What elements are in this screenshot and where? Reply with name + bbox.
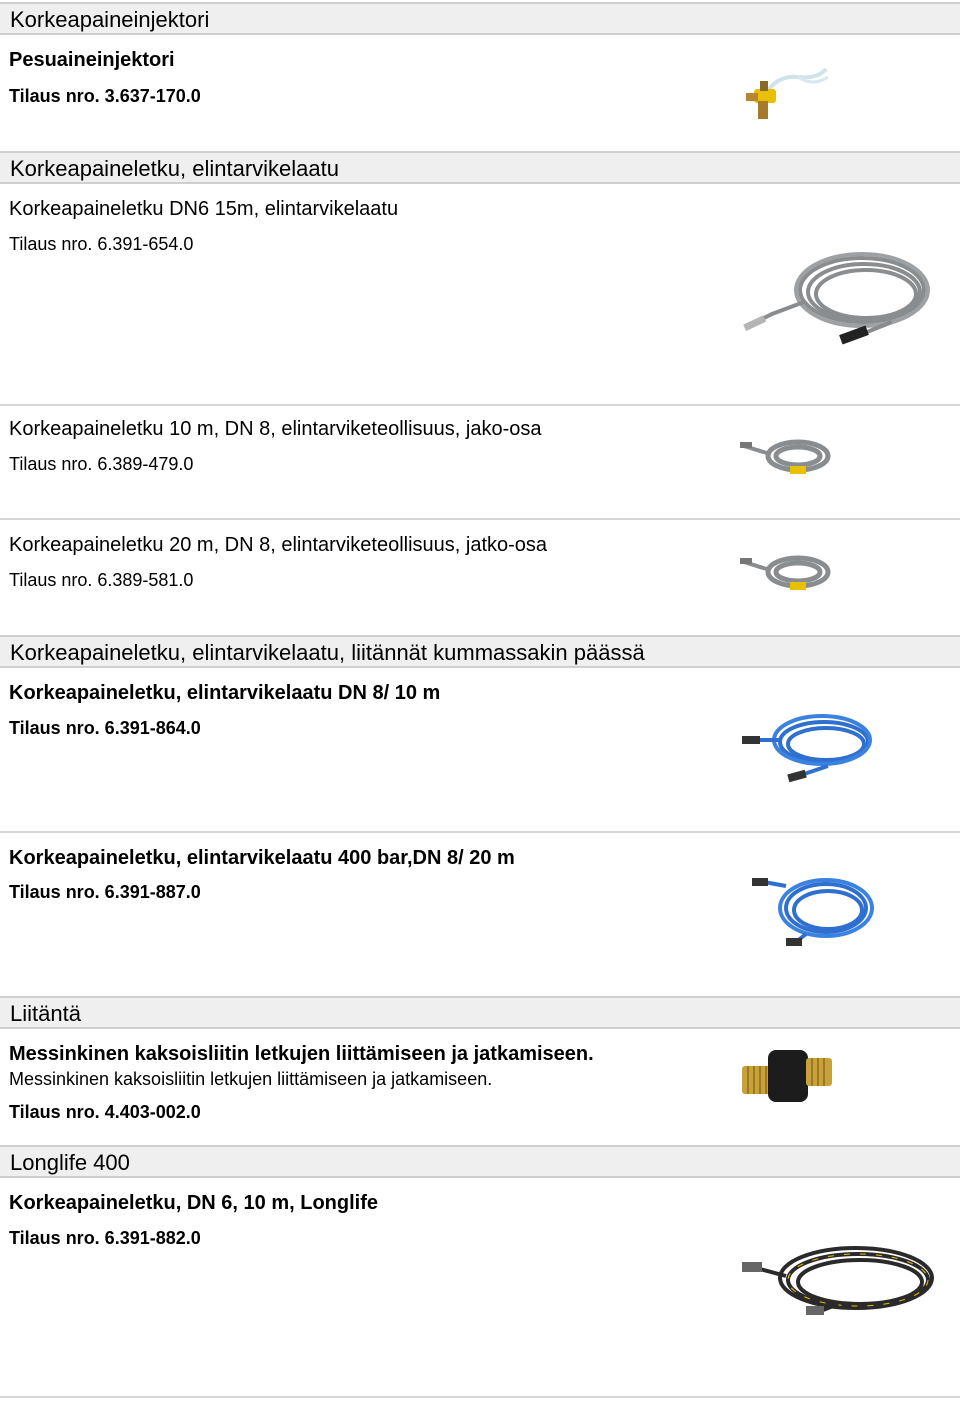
order-number: Tilaus nro. 6.389-479.0 xyxy=(9,454,194,474)
blue-hose-icon xyxy=(738,710,878,790)
product-divider xyxy=(0,831,960,833)
grey-hose-small-icon xyxy=(740,548,840,598)
black-hose-coil-icon xyxy=(738,1240,938,1320)
product-name: Pesuaineinjektori xyxy=(9,49,175,71)
section-title: Korkeapaineletku, elintarvikelaatu xyxy=(10,156,339,181)
product-name: Korkeapaineletku 20 m, DN 8, elintarviketeollisuus, jatko-osa xyxy=(9,534,548,556)
section-title: Korkeapaineinjektori xyxy=(10,7,210,32)
detergent-injector-icon xyxy=(738,55,838,125)
order-number: Tilaus nro. 6.391-887.0 xyxy=(9,882,201,902)
order-number: Tilaus nro. 6.391-654.0 xyxy=(9,234,194,254)
blue-hose-icon xyxy=(746,872,886,952)
product-name: Korkeapaineletku DN6 15m, elintarvikelaatu xyxy=(9,198,399,220)
product-divider xyxy=(0,518,960,520)
product-name: Korkeapaineletku, elintarvikelaatu DN 8/ 10 m xyxy=(9,682,441,704)
product-name: Korkeapaineletku, DN 6, 10 m, Longlife xyxy=(9,1192,378,1214)
section-header-food-hose xyxy=(0,151,960,184)
order-number: Tilaus nro. 6.389-581.0 xyxy=(9,570,194,590)
section-title: Longlife 400 xyxy=(10,1150,130,1175)
product-description: Messinkinen kaksoisliitin letkujen liittämiseen ja jatkamiseen. xyxy=(9,1069,493,1089)
order-number: Tilaus nro. 3.637-170.0 xyxy=(9,86,201,106)
product-divider xyxy=(0,404,960,406)
order-number: Tilaus nro. 6.391-864.0 xyxy=(9,718,201,738)
section-header-connection xyxy=(0,996,960,1029)
product-name: Korkeapaineletku 10 m, DN 8, elintarviketeollisuus, jako-osa xyxy=(9,418,542,440)
grey-hose-small-icon xyxy=(740,432,840,482)
section-header-food-hose-connectors xyxy=(0,635,960,668)
page-bottom-divider xyxy=(0,1396,960,1398)
order-number: Tilaus nro. 6.391-882.0 xyxy=(9,1228,201,1248)
order-number: Tilaus nro. 4.403-002.0 xyxy=(9,1102,201,1122)
product-name: Messinkinen kaksoisliitin letkujen liittämiseen ja jatkamiseen. xyxy=(9,1043,594,1065)
brass-coupling-icon xyxy=(740,1040,840,1110)
section-header-injector xyxy=(0,2,960,35)
section-header-longlife xyxy=(0,1145,960,1178)
grey-hose-coil-icon xyxy=(742,242,932,352)
product-name: Korkeapaineletku, elintarvikelaatu 400 bar,DN 8/ 20 m xyxy=(9,847,515,869)
section-title: Korkeapaineletku, elintarvikelaatu, liitännät kummassakin päässä xyxy=(10,640,645,665)
section-title: Liitäntä xyxy=(10,1001,81,1026)
